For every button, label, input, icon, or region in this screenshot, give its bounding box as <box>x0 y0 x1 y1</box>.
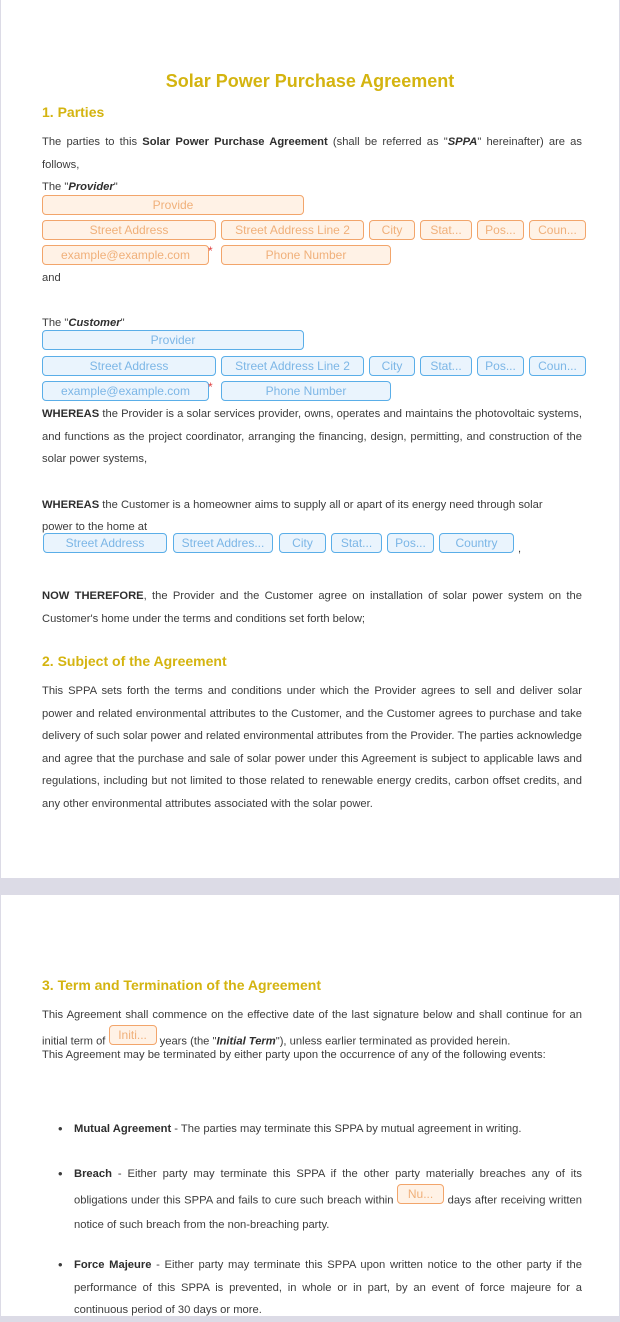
label-text: The " <box>42 317 69 329</box>
provider-street-input[interactable]: Street Address <box>42 220 216 240</box>
now-therefore-bold: NOW THEREFORE <box>42 590 144 602</box>
termination-list <box>56 1118 582 1141</box>
customer-phone-input[interactable]: Phone Number <box>221 381 391 401</box>
customer-country-input[interactable]: Coun... <box>529 356 586 376</box>
bullet-text: - The parties may terminate this SPPA by mutual agreement in writing. <box>171 1123 522 1135</box>
cure-days-input[interactable]: Nu... <box>397 1184 444 1204</box>
home-street-input[interactable]: Street Address <box>43 533 167 553</box>
now-therefore-paragraph <box>42 585 582 630</box>
document-title: Solar Power Purchase Agreement <box>165 71 455 91</box>
label-text: " <box>113 181 118 193</box>
list-item <box>56 1163 582 1237</box>
initial-term-input[interactable]: Initi... <box>109 1025 157 1045</box>
customer-label <box>42 317 125 329</box>
provider-city-input[interactable]: City <box>369 220 415 240</box>
whereas-provider-paragraph <box>42 403 582 471</box>
whereas-bold: WHEREAS <box>42 499 100 511</box>
bullet-text: - Either party may terminate this SPPA upon written notice to the other party if the performance of this SPPA is prevented, in whole or in part, by an event of force majeure for a continuous period of 30 days or more. <box>74 1259 582 1317</box>
customer-email-input[interactable]: example@example.com <box>42 381 209 401</box>
provider-country-input[interactable]: Coun... <box>529 220 586 240</box>
whereas-customer-line2: power to the home at <box>42 521 148 533</box>
provider-state-input[interactable]: Stat... <box>420 220 472 240</box>
customer-street-input[interactable]: Street Address <box>42 356 216 376</box>
intro-text: The parties to this <box>42 136 143 148</box>
term-paragraph <box>42 1004 582 1055</box>
home-state-input[interactable]: Stat... <box>331 533 382 553</box>
label-bold: Provider <box>68 181 114 193</box>
whereas-text: the Customer is a homeowner aims to supply all or apart of its energy need through solar <box>99 499 543 511</box>
and-text: and <box>42 272 61 284</box>
list-item <box>56 1254 582 1322</box>
label-bold: Customer <box>68 317 121 329</box>
intro-paragraph <box>42 131 582 176</box>
home-country-input[interactable]: Country <box>439 533 514 553</box>
provider-name-input[interactable]: Provide <box>42 195 304 215</box>
term-text: years (the " <box>156 1034 217 1047</box>
required-asterisk: * <box>208 380 213 394</box>
customer-state-input[interactable]: Stat... <box>420 356 472 376</box>
termination-list <box>56 1163 582 1237</box>
document-page-1 <box>1 0 619 878</box>
label-text: " <box>120 317 125 329</box>
bullet-bold: Force Majeure <box>74 1259 152 1271</box>
home-street2-input[interactable]: Street Addres... <box>173 533 273 553</box>
intro-text: " hereinafter) are as follows, <box>42 136 582 171</box>
terminate-intro: This Agreement may be terminated by either party upon the occurrence of any of the following events: <box>42 1049 546 1061</box>
section-heading-subject: 2. Subject of the Agreement <box>42 653 227 669</box>
provider-postal-input[interactable]: Pos... <box>477 220 524 240</box>
provider-label <box>42 181 118 193</box>
home-city-input[interactable]: City <box>279 533 326 553</box>
now-therefore-text: , the Provider and the Customer agree on installation of solar power system on the Customer's home under the terms and conditions set forth below; <box>42 590 582 625</box>
provider-phone-input[interactable]: Phone Number <box>221 245 391 265</box>
bullet-text: - Either party may terminate this SPPA if the other party materially breaches any of its obligations under this SPPA and fails to cure such breach within <box>74 1168 582 1206</box>
customer-name-input[interactable]: Provider <box>42 330 304 350</box>
customer-street2-input[interactable]: Street Address Line 2 <box>221 356 364 376</box>
term-text: This Agreement shall commence on the effective date of the last signature below and shall continue for an initial term of <box>42 1009 582 1047</box>
bullet-text: days after receiving written notice of such breach from the non-breaching party. <box>74 1193 582 1232</box>
whereas-bold: WHEREAS <box>42 408 100 420</box>
provider-street2-input[interactable]: Street Address Line 2 <box>221 220 364 240</box>
document-page-2 <box>1 895 619 1316</box>
bullet-bold: Breach <box>74 1168 112 1180</box>
whereas-text: the Provider is a solar services provider, owns, operates and maintains the photovoltaic systems, and functions as the project coordinator, arranging the financing, design, permitting, and construction of the solar power systems, <box>42 408 582 466</box>
section-heading-parties: 1. Parties <box>42 104 105 120</box>
list-item <box>56 1118 582 1141</box>
section-heading-term: 3. Term and Termination of the Agreement <box>42 977 322 993</box>
intro-text: (shall be referred as " <box>327 136 448 148</box>
initial-term-bold: Initial Term <box>216 1034 276 1047</box>
home-postal-input[interactable]: Pos... <box>387 533 434 553</box>
subject-paragraph: This SPPA sets forth the terms and conditions under which the Provider agrees to sell and deliver solar power and related environmental attributes to the Customer, and the Customer agrees to purchase and take delivery of such solar power and related environmental attributes from the Provider. The parties acknowledge and agree that the purchase and sale of solar power under this Agreement is subject to applicable laws and regulations, including but not limited to those related to renewable energy credits, carbon offset credits, and any other environmental attributes associated with the solar power. <box>42 685 582 810</box>
label-text: The " <box>42 181 69 193</box>
termination-list <box>56 1254 582 1322</box>
required-asterisk: * <box>208 244 213 258</box>
customer-postal-input[interactable]: Pos... <box>477 356 524 376</box>
intro-abbrev: SPPA <box>447 136 478 148</box>
bullet-bold: Mutual Agreement <box>74 1123 172 1135</box>
whereas-customer-paragraph <box>42 494 582 517</box>
comma: , <box>518 543 522 555</box>
provider-email-input[interactable]: example@example.com <box>42 245 209 265</box>
term-text: "), unless earlier terminated as provided herein. <box>275 1034 511 1047</box>
customer-city-input[interactable]: City <box>369 356 415 376</box>
intro-bold: Solar Power Purchase Agreement <box>142 136 328 148</box>
